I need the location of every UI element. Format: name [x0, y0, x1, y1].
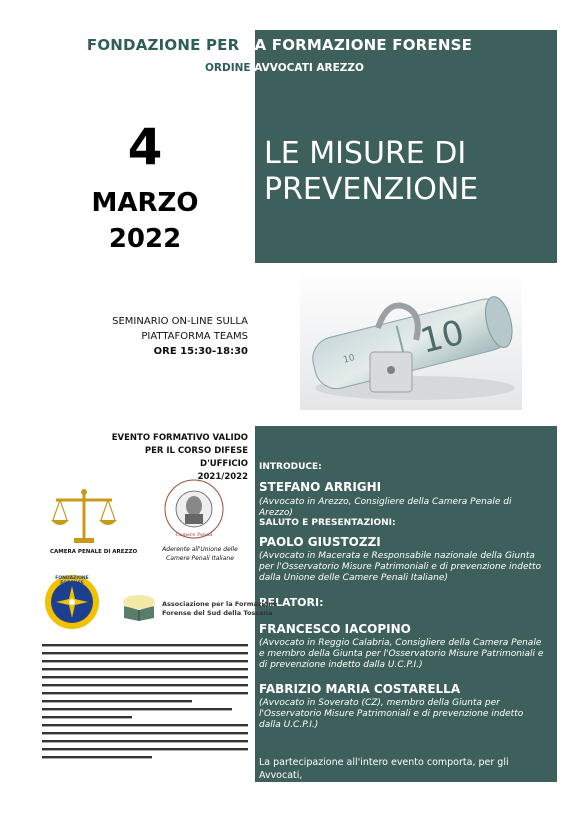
- fondazione-badge-text: FONDAZIONE FORENSE: [55, 576, 89, 586]
- relatore1-name: FRANCESCO IACOPINO: [259, 622, 411, 636]
- footer-line2a: l'attribuzione di: [259, 783, 337, 794]
- evento-line3: 2021/2022: [197, 472, 248, 482]
- relatore2-name: FABRIZIO MARIA COSTARELLA: [259, 682, 461, 696]
- adherente-label: Aderente all'Unione delle Camere Penali Italiane: [162, 546, 238, 562]
- book-logo: [118, 592, 160, 622]
- unione-camere-penali-logo: [163, 478, 225, 540]
- assoc-line2: Forense del Sud della Toscana: [162, 609, 273, 617]
- ordine-part1: ORDINE: [205, 62, 251, 74]
- evento-line2: PER IL CORSO DIFESE D'UFFICIO: [144, 446, 248, 469]
- scales-of-justice-logo: [48, 486, 120, 546]
- evento-formativo: [100, 432, 248, 484]
- event-day: 4: [127, 118, 163, 176]
- fondazione-title-part2: LA FORMAZIONE FORENSE: [239, 36, 473, 54]
- event-title: [264, 136, 478, 208]
- introduce-role: (Avvocato in Arezzo, Consigliere della Camera Penale di Arezzo): [259, 497, 512, 518]
- camera-penale-label: CAMERA PENALE DI AREZZO: [50, 549, 138, 555]
- introduce-name: STEFANO ARRIGHI: [259, 480, 382, 494]
- title-line2: PREVENZIONE: [264, 172, 479, 207]
- saluto-role: (Avvocato in Macerata e Responsabile nazionale della Giunta per l'Osservatorio Misure Patrimoniali e di prevenzione indetto dalla Unione delle Camere Penali Italiane): [259, 551, 542, 583]
- relatore1-role: (Avvocato in Reggio Calabria, Consigliere della Camera Penale e membro della Giunta per l'Osservatorio Misure Patrimoniali e di prevenzione indetto dalla U.C.P.I.): [259, 638, 544, 670]
- crediti-count: n. 3 crediti formativi: [336, 783, 447, 794]
- evento-line1: EVENTO FORMATIVO VALIDO: [111, 433, 248, 443]
- crediti-footer: [259, 756, 549, 795]
- associazione-label: [162, 600, 277, 618]
- relatore2-role: (Avvocato in Soverato (CZ), membro della Giunta per l'Osservatorio Misure Patrimoniali e di prevenzione indetto dalla U.C.P.I.): [259, 698, 524, 730]
- footer-line1: La partecipazione all'intero evento comporta, per gli Avvocati,: [259, 757, 509, 781]
- relatori-label: RELATORI:: [259, 596, 324, 609]
- title-line1: LE MISURE DI: [264, 136, 467, 171]
- seminar-info: [100, 314, 248, 359]
- introduce-label: INTRODUCE:: [259, 462, 322, 472]
- fine-print-paragraph: [42, 644, 248, 784]
- event-year: 2022: [108, 224, 182, 254]
- seminar-line1: SEMINARIO ON-LINE SULLA: [112, 316, 248, 327]
- svg-text:10: 10: [416, 312, 469, 362]
- svg-text:10: 10: [342, 353, 356, 366]
- fondazione-title: [0, 36, 579, 54]
- saluto-label: SALUTO E PRESENTAZIONI:: [259, 518, 396, 528]
- ordine-subtitle: [205, 62, 364, 74]
- ordine-part2: AVVOCATI AREZZO: [250, 62, 364, 74]
- fondazione-title-part1: FONDAZIONE PER: [86, 36, 240, 54]
- seminar-time: ORE 15:30-18:30: [153, 346, 248, 357]
- event-month: MARZO: [91, 188, 199, 218]
- seminar-line2: PIATTAFORMA TEAMS: [141, 331, 248, 342]
- assoc-line1: Associazione per la Formazione: [162, 600, 278, 608]
- svg-text:Camere Penali: Camere Penali: [175, 532, 213, 538]
- saluto-name: PAOLO GIUSTOZZI: [259, 535, 381, 549]
- banknote-padlock-image: [300, 268, 522, 410]
